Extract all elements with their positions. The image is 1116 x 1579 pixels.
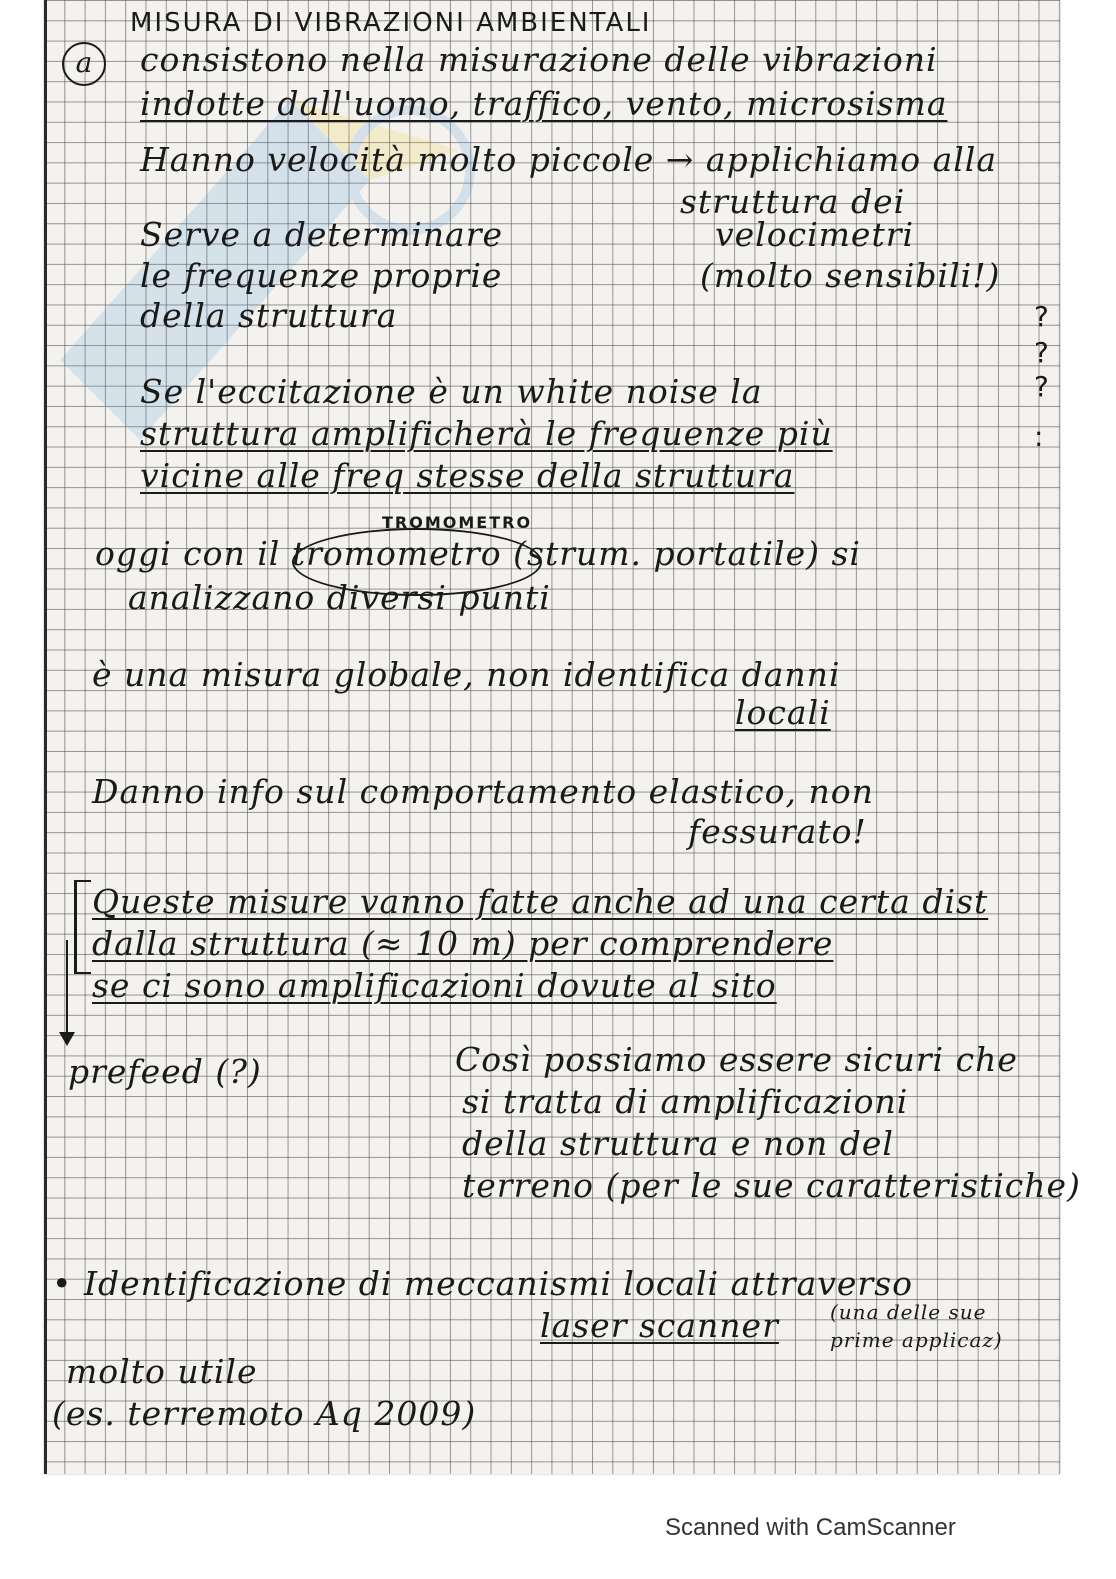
text-line: se ci sono amplificazioni dovute al sito <box>92 966 777 1005</box>
text-line: velocimetri <box>715 215 915 254</box>
text-line: prime applicaz) <box>830 1328 1003 1352</box>
margin-question-mark: ? <box>1034 336 1049 369</box>
text-line: analizzano diversi punti <box>128 578 551 617</box>
text-line: è una misura globale, non identifica danni <box>92 655 841 694</box>
text-line: struttura amplificherà le frequenze più <box>140 414 833 453</box>
text-line: della struttura <box>140 296 398 335</box>
text-line: le frequenze proprie <box>140 256 503 295</box>
text-line: Così possiamo essere sicuri che <box>455 1040 1018 1079</box>
annotation-tromometro: TROMOMETRO <box>382 513 533 532</box>
arrow-shaft <box>66 940 68 1040</box>
margin-question-mark: ? <box>1034 370 1049 403</box>
text-line: • Identificazione di meccanismi locali attraverso <box>52 1264 913 1303</box>
scanner-watermark-text: Scanned with CamScanner <box>665 1514 956 1541</box>
item-marker: a <box>62 42 106 86</box>
text-line: (una delle sue <box>830 1300 987 1324</box>
arrow-head-icon <box>59 1032 75 1046</box>
text-line: della struttura e non del <box>462 1124 894 1163</box>
text-line: fessurato! <box>688 812 867 851</box>
text-line: vicine alle freq stesse della struttura <box>140 456 795 495</box>
text-line: molto utile <box>66 1352 258 1391</box>
text-line: (es. terremoto Aq 2009) <box>52 1394 477 1433</box>
text-line: Danno info sul comportamento elastico, non <box>92 772 874 811</box>
text-line: Queste misure vanno fatte anche ad una certa dist <box>92 882 989 921</box>
text-line: terreno (per le sue caratteristiche) <box>462 1166 1081 1205</box>
text-line: Se l'eccitazione è un white noise la <box>140 372 763 411</box>
text-line: indotte dall'uomo, traffico, vento, microsisma <box>140 84 948 123</box>
text-line: locali <box>735 693 831 732</box>
text-line: Serve a determinare <box>140 215 504 254</box>
page-edge <box>44 0 47 1474</box>
text-line: consistono nella misurazione delle vibrazioni <box>140 40 938 79</box>
text-line: dalla struttura (≈ 10 m) per comprendere <box>92 924 834 963</box>
text-line: oggi con il tromometro (strum. portatile) si <box>95 534 861 573</box>
text-line: si tratta di amplificazioni <box>462 1082 909 1121</box>
margin-colon-mark: : <box>1034 420 1044 453</box>
text-line: Hanno velocità molto piccole → applichiamo alla <box>140 140 998 179</box>
note-title: MISURA DI VIBRAZIONI AMBIENTALI <box>130 8 652 38</box>
text-line: prefeed (?) <box>68 1052 262 1091</box>
text-line: laser scanner <box>540 1306 779 1345</box>
bracket-mark <box>74 880 91 974</box>
text-line: struttura dei <box>680 182 906 221</box>
text-line: (molto sensibili!) <box>700 256 1001 295</box>
margin-question-mark: ? <box>1034 300 1049 333</box>
